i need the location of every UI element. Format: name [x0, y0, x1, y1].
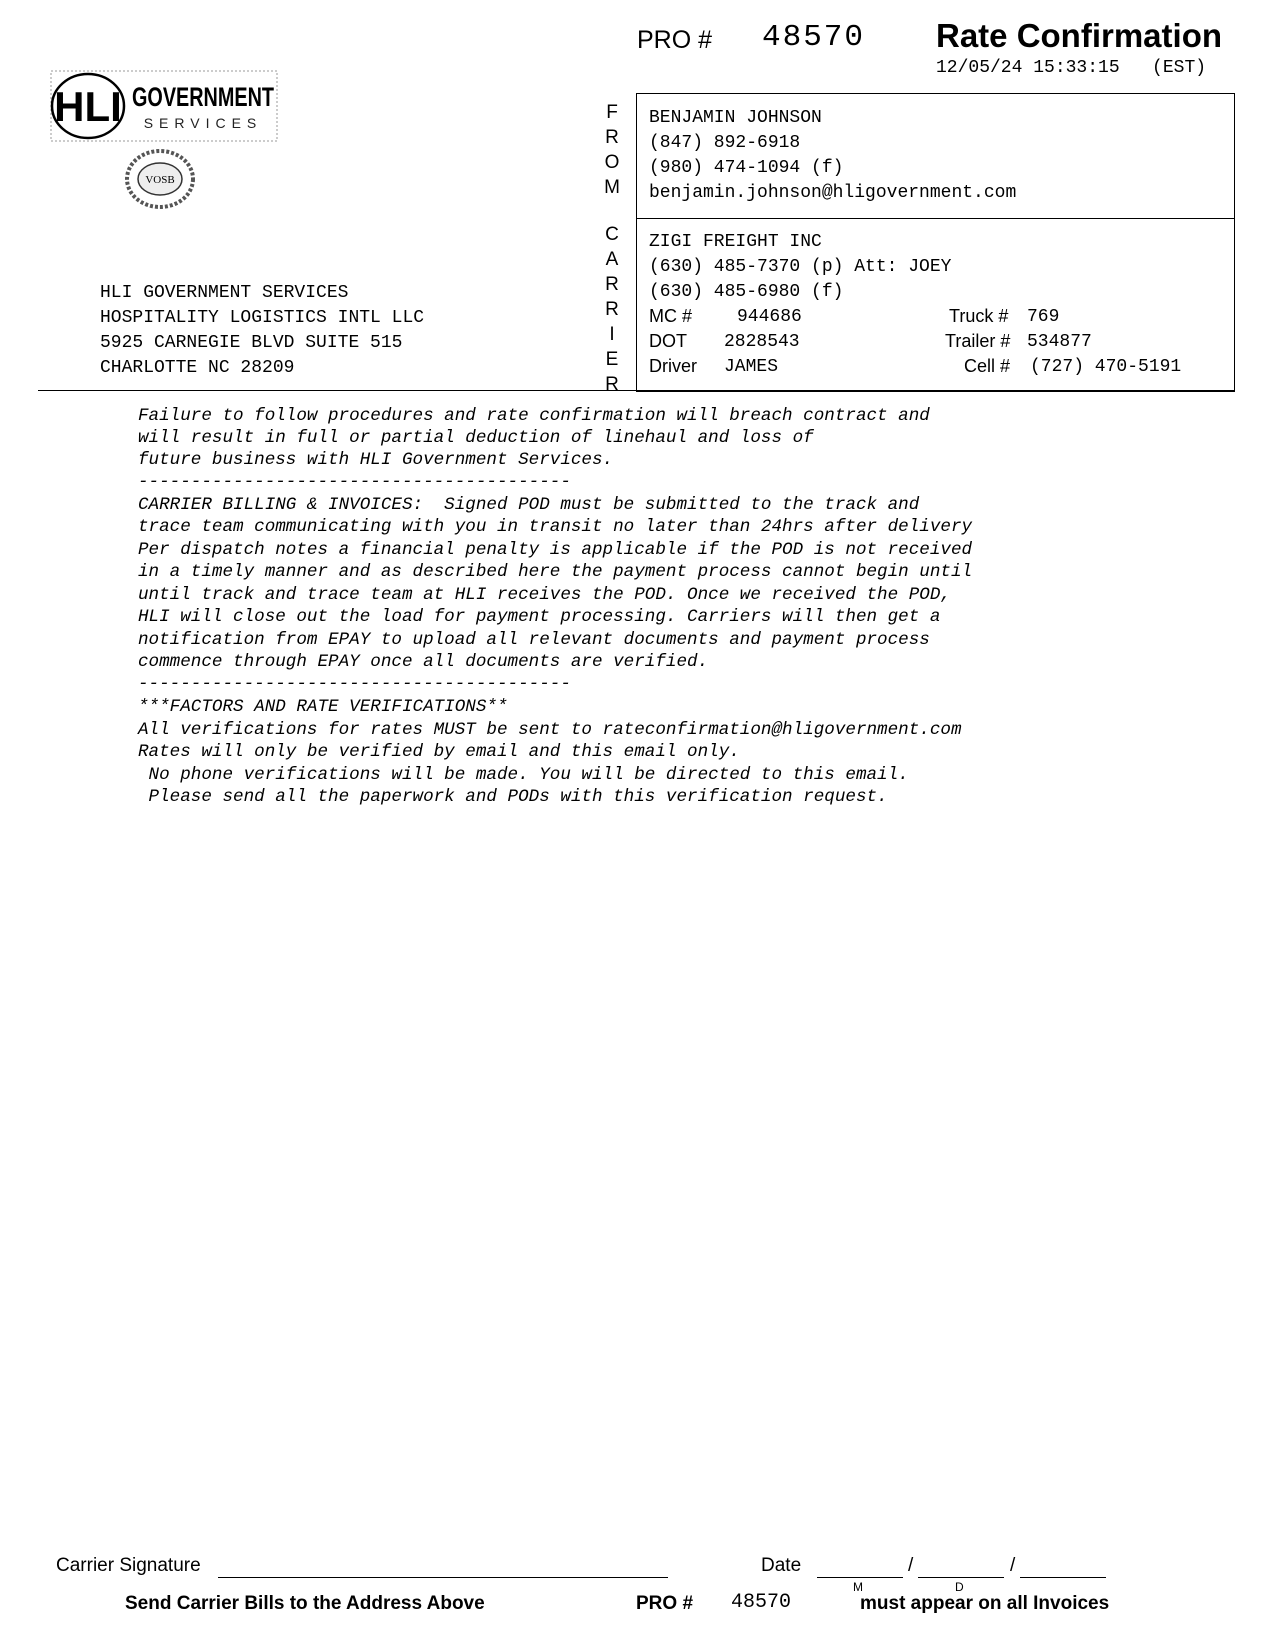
note-line: future business with HLI Government Services.	[138, 450, 614, 470]
date-separator: /	[1010, 1555, 1016, 1576]
carrier-signature-label: Carrier Signature	[56, 1555, 201, 1576]
from-email: benjamin.johnson@hligovernment.com	[649, 183, 1017, 203]
vosb-seal-graphic	[122, 148, 198, 210]
carrier-letter: I	[609, 324, 615, 345]
footer-pro-number: 48570	[731, 1591, 792, 1614]
carrier-letter: E	[605, 349, 619, 370]
logo-sub-text-2: SERVICES	[143, 115, 263, 131]
carrier-vertical-label	[602, 222, 622, 397]
mc-value: 944686	[737, 307, 802, 327]
note-separator: -----------------------------------------	[138, 472, 571, 492]
seal-text: VOSB	[145, 174, 175, 186]
pro-number: 48570	[762, 20, 866, 55]
carrier-letter: A	[605, 249, 619, 270]
address-line: 5925 CARNEGIE BLVD SUITE 515	[100, 333, 403, 353]
date-label: Date	[761, 1555, 802, 1576]
carrier-letter: R	[605, 374, 619, 395]
date-year-field[interactable]	[1020, 1577, 1106, 1578]
note-line: CARRIER BILLING & INVOICES: Signed POD must be submitted to the track and	[138, 495, 920, 515]
driver-value: JAMES	[724, 357, 779, 377]
document-title: Rate Confirmation	[936, 17, 1223, 54]
carrier-letter: R	[605, 299, 619, 320]
hli-logo	[50, 68, 278, 146]
carrier-phone: (630) 485-7370 (p) Att: JOEY	[649, 257, 952, 277]
invoice-requirement-note: must appear on all Invoices	[860, 1593, 1110, 1614]
truck-value: 769	[1027, 307, 1060, 327]
from-phone: (847) 892-6918	[649, 133, 801, 153]
cell-label: Cell #	[964, 356, 1011, 376]
logo-sub-text: GOVERNMENT	[132, 82, 275, 112]
month-label: M	[853, 1580, 863, 1594]
carrier-name: ZIGI FREIGHT INC	[649, 232, 822, 252]
date-separator: /	[908, 1555, 914, 1576]
date-day-field[interactable]	[918, 1577, 1004, 1578]
driver-label: Driver	[649, 356, 697, 376]
footer-pro-label: PRO #	[636, 1593, 694, 1614]
hli-logo-graphic	[50, 68, 278, 146]
carrier-box	[636, 218, 1235, 392]
note-line: HLI will close out the load for payment processing. Carriers will then get a	[138, 607, 941, 627]
logo-main-text: HLI	[54, 83, 122, 130]
note-line: Please send all the paperwork and PODs with this verification request.	[138, 787, 888, 807]
timestamp: 12/05/24 15:33:15 (EST)	[936, 58, 1207, 78]
from-box	[636, 93, 1235, 219]
from-name: BENJAMIN JOHNSON	[649, 108, 822, 128]
pro-label: PRO #	[637, 26, 713, 54]
from-vertical-label	[602, 100, 622, 200]
note-line: trace team communicating with you in transit no later than 24hrs after delivery	[138, 517, 973, 537]
note-line: Rates will only be verified by email and this email only.	[138, 742, 740, 762]
from-letter: R	[605, 127, 619, 148]
address-line: HLI GOVERNMENT SERVICES	[100, 283, 349, 303]
note-line: All verifications for rates MUST be sent to rateconfirmation@hligovernment.com	[138, 720, 962, 740]
note-line: commence through EPAY once all documents are verified.	[138, 652, 709, 672]
header-divider	[38, 390, 1235, 391]
note-line: will result in full or partial deduction of linehaul and loss of	[138, 428, 814, 448]
date-month-field[interactable]	[817, 1577, 903, 1578]
mc-label: MC #	[649, 306, 693, 326]
note-line: notification from EPAY to upload all relevant documents and payment process	[138, 630, 930, 650]
from-letter: O	[604, 152, 620, 173]
address-line: HOSPITALITY LOGISTICS INTL LLC	[100, 308, 425, 328]
dot-label: DOT	[649, 331, 687, 351]
note-line: Failure to follow procedures and rate confirmation will breach contract and	[138, 406, 930, 426]
note-line: in a timely manner and as described here the payment process cannot begin until	[138, 562, 973, 582]
trailer-value: 534877	[1027, 332, 1092, 352]
vosb-seal	[122, 148, 198, 210]
from-fax: (980) 474-1094 (f)	[649, 158, 844, 178]
note-line: until track and trace team at HLI receives the POD. Once we received the POD,	[138, 585, 951, 605]
carrier-letter: R	[605, 274, 619, 295]
day-label: D	[955, 1580, 964, 1594]
carrier-letter: C	[605, 224, 619, 245]
note-line: No phone verifications will be made. You will be directed to this email.	[138, 765, 909, 785]
carrier-fax: (630) 485-6980 (f)	[649, 282, 844, 302]
from-letter: M	[604, 177, 620, 198]
note-line: ***FACTORS AND RATE VERIFICATIONS**	[138, 697, 508, 717]
carrier-signature-field[interactable]	[218, 1577, 668, 1578]
from-letter: F	[606, 102, 618, 123]
truck-label: Truck #	[949, 306, 1009, 326]
cell-value: (727) 470-5191	[1030, 357, 1182, 377]
address-line: CHARLOTTE NC 28209	[100, 358, 295, 378]
note-line: Per dispatch notes a financial penalty is applicable if the POD is not received	[138, 540, 973, 560]
trailer-label: Trailer #	[945, 331, 1011, 351]
dot-value: 2828543	[724, 332, 800, 352]
send-bills-note: Send Carrier Bills to the Address Above	[125, 1593, 485, 1614]
note-separator: -----------------------------------------	[138, 674, 571, 694]
